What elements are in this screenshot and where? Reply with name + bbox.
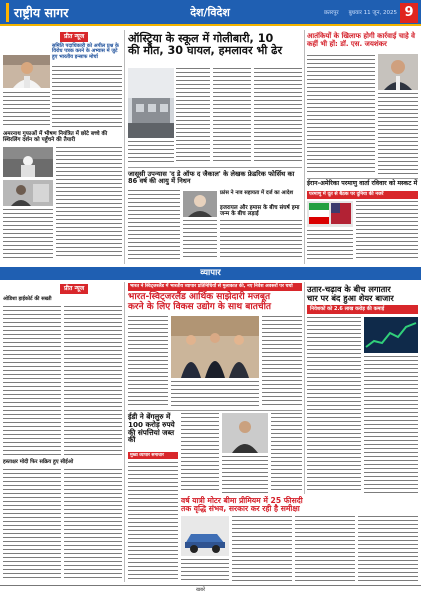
mid-text [220, 220, 302, 260]
iran-text [356, 201, 418, 261]
business-kicker: प्रीत न्यूज [60, 284, 88, 294]
market-text [307, 317, 361, 493]
business-left-text-2 [64, 306, 122, 456]
jaishankar-headline: आतंकियों के खिलाफ होगी कार्रवाई चाहे वे कहीं भी हों: डॉ. एस. जयशंकर [307, 32, 416, 48]
ed-text-2 [181, 413, 219, 493]
delegation-photo [171, 316, 259, 378]
market-headline [307, 285, 419, 303]
lead-headline-line-1: ऑस्ट्रिया के स्कूल में गोलीबारी, 10 [128, 32, 274, 45]
iran-strip: परमाणु में दूत से बैठक पर दुनिया की नजरें [307, 191, 418, 199]
left-subhead: अमरनाथ गुफाओं में भीषण नियंत्रित में छोटे बच्चे की स्थिरलिंग दर्शन को पहुँचने की तैयारी [3, 131, 108, 143]
market-headline-line-2: चार पर बंद हुआ शेयर बाजार [307, 292, 394, 303]
lead-headline [128, 33, 303, 57]
market-strip: निवेशकों को 2.6 लाख करोड़ की कमाई [307, 305, 418, 314]
statue-photo [3, 147, 53, 177]
business-column-rule [124, 282, 125, 582]
flags-photo [307, 201, 353, 227]
business-left-text-3 [3, 469, 61, 581]
car-headline-line-2: तक वृद्धि संभव, सरकार कर रही है समीक्षा [181, 504, 300, 514]
business-lead-line-1: भारत-स्विट्जरलैंड आर्थिक साझेदारी मजबूत [128, 292, 271, 302]
ed-strip: मुख्य व्यापार समाचार [128, 452, 178, 459]
footer-text: खबरें [196, 587, 205, 593]
car-text-4 [181, 559, 229, 582]
novel-text-2 [183, 220, 217, 260]
lead-text-col-3 [254, 68, 302, 164]
left-headline: समिति पदाधिकारी को अपील प्रश्न के विरोध पत्रक करने के अभ्यास में जुटे हुए भारतीय इन्साफ मोर्चा [52, 43, 119, 60]
business-lead-text-3 [171, 381, 259, 408]
left-kicker: प्रीत न्यूज [60, 32, 88, 42]
author-photo [183, 191, 217, 217]
novel-text [128, 190, 180, 260]
jaishankar-text [307, 55, 375, 175]
car-text-2 [295, 516, 355, 582]
page-footer [0, 585, 421, 595]
mid-subhead: फ्रांस ने नाव सहायता में दर्ज का आदेश [220, 190, 294, 196]
jaishankar-photo [378, 54, 418, 90]
car-headline [181, 497, 418, 513]
ed-text-4 [222, 456, 268, 493]
business-lead-text-2 [262, 316, 302, 408]
newspaper-logo: राष्ट्रीय सागर [6, 3, 114, 22]
section-band-label: व्यापार [200, 268, 221, 278]
lead-text-col-1 [176, 68, 210, 164]
edition-date: बुधवार 11 जून, 2025 [348, 10, 397, 16]
car-text [232, 516, 292, 582]
column-rule-2 [304, 30, 305, 264]
lead-text-col-2 [213, 68, 251, 164]
novel-headline: जासूसी उपन्यास 'द डे ऑफ द जैकाल' के लेखक फ्रेडरिक फोर्सिथ का 86 वर्ष की आयु में निधन [128, 170, 295, 186]
business-divider [128, 410, 302, 411]
column-rule [124, 30, 125, 264]
business-lead-text [128, 316, 168, 408]
right-divider [307, 178, 418, 179]
lead-text-col-0 [128, 141, 174, 164]
lead-divider [128, 167, 302, 168]
business-red-strip: भारत ने स्विट्जरलैंड में भारतीय व्यापार प्रतिनिधियों से मुलाकात की, नए निवेश अवसरों पर चर्चा [128, 283, 302, 291]
masthead [0, 0, 421, 26]
school-photo [128, 68, 174, 138]
section-band [0, 267, 421, 280]
business-left-subhead: हस्ताक्षर मोदी फिर सक्रिय हुए सीईओ [3, 459, 74, 465]
business-lead-headline [128, 293, 304, 312]
market-photo [364, 317, 418, 353]
ed-photo [222, 413, 268, 453]
business-column-rule-2 [304, 282, 305, 494]
portrait-photo [3, 180, 53, 206]
market-headline-line-1: उतार-चढ़ाव के बीच लगातार [307, 284, 391, 294]
mid-headline-small: इजरायल और हमास के बीच संघर्ष हमा जन्म के बीच लड़ाई [220, 205, 300, 218]
iran-text-2 [307, 230, 353, 261]
car-text-3 [358, 516, 418, 582]
ed-headline: ईडी ने बेंगलुरु में 100 करोड़ रुपये की संपत्तियां जब्त कीं [128, 412, 175, 445]
ed-text-3 [271, 413, 302, 493]
edition-meta [324, 8, 397, 16]
car-headline-line-1: वर्ष यात्री मोटर बीमा प्रीमियम में 25 फीसदी [181, 496, 303, 505]
market-text-2 [364, 356, 418, 493]
section-title: देश/विदेश [190, 6, 230, 19]
car-photo [181, 516, 229, 556]
lead-headline-line-2: की मौत, 30 घायल, हमलावर भी ढेर [128, 44, 283, 58]
iran-headline: ईरान-अमेरिका परमाणु वार्ता रविवार को मस्कट में [307, 180, 418, 187]
page-number: 9 [400, 3, 418, 23]
ed-text [128, 462, 178, 580]
business-left-text [3, 306, 61, 456]
left-column-text [56, 147, 122, 259]
left-article-text-2 [3, 92, 50, 128]
left-article-text [52, 66, 122, 128]
politician-photo [3, 55, 50, 88]
jaishankar-text-2 [378, 93, 418, 175]
business-left-text-4 [64, 469, 122, 581]
business-left-intro: ओडिशा हाईकोर्ट की सख्ती [3, 296, 52, 302]
business-lead-line-2: करने के लिए विकस उद्योग के साथ बातचीत [128, 301, 272, 312]
left-column-text-2 [3, 209, 53, 259]
edition-city: छतरपुर [323, 10, 339, 16]
